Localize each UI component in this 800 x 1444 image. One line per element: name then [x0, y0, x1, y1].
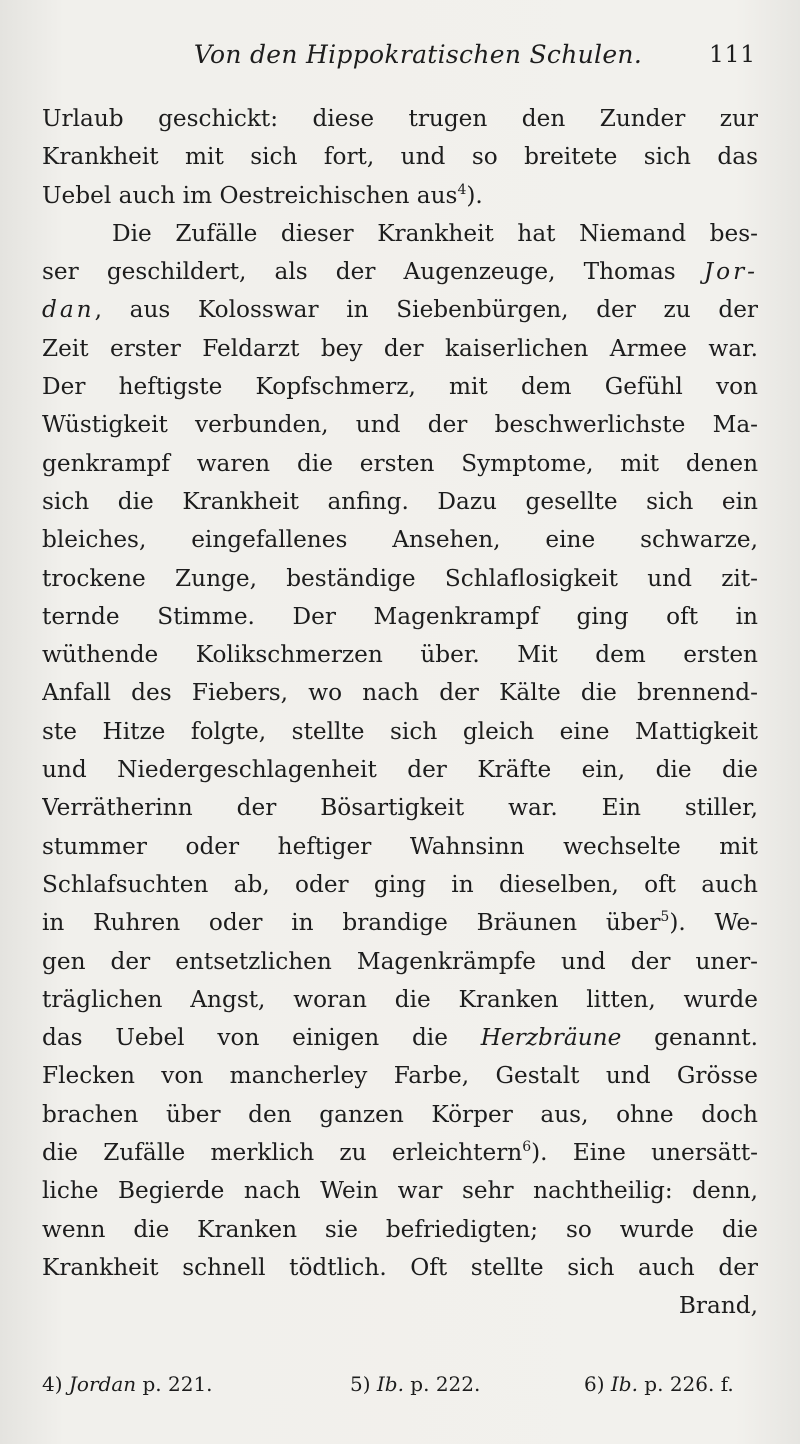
running-title: Von den Hippokratischen Schulen.: [193, 40, 643, 69]
text-line: Der heftigste Kopfschmerz, mit dem Gefühl von: [42, 373, 758, 401]
body-text: [42, 100, 758, 1326]
text-line: Die Zufälle dieser Krankheit hat Niemand bes-: [112, 219, 758, 247]
text-line: und Niedergeschlagenheit der Kräfte ein, die die: [42, 756, 758, 784]
text-line: Urlaub geschickt: diese trugen den Zunder zur: [42, 105, 758, 132]
text-line: brachen über den ganzen Körper aus, ohne doch: [42, 1100, 758, 1128]
text-line: sich die Krankheit anfing. Dazu gesellte sich ein: [42, 487, 758, 515]
text-line: das Uebel von einigen die Herzbräune genannt.: [42, 1024, 758, 1052]
text-line: träglichen Angst, woran die Kranken litten, wurde: [42, 985, 758, 1013]
footnote-6: 6) Ib. p. 226. f.: [584, 1372, 734, 1396]
text-line: dan, aus Kolosswar in Siebenbürgen, der zu der: [42, 296, 758, 324]
text-line: Wüstigkeit verbunden, und der beschwerlichste Ma-: [42, 411, 758, 439]
text-line: Zeit erster Feldarzt bey der kaiserlichen Armee war.: [42, 334, 758, 362]
page-header: [40, 40, 756, 80]
footnote-4: 4) Jordan p. 221.: [42, 1372, 213, 1396]
text-line: trockene Zunge, beständige Schlaflosigkeit und zit-: [42, 564, 758, 592]
text-line: ser geschildert, als der Augenzeuge, Thomas Jor-: [42, 258, 758, 286]
footnote-5: 5) Ib. p. 222.: [350, 1372, 481, 1396]
text-line: wenn die Kranken sie befriedigten; so wurde die: [42, 1215, 758, 1243]
text-line: liche Begierde nach Wein war sehr nachtheilig: denn,: [42, 1177, 758, 1205]
text-line: Brand,: [678, 1292, 758, 1320]
text-line: gen der entsetzlichen Magenkrämpfe und der uner-: [42, 947, 758, 975]
text-line: Anfall des Fiebers, wo nach der Kälte die brennend-: [42, 679, 758, 707]
text-line: genkrampf waren die ersten Symptome, mit denen: [42, 449, 758, 477]
text-line: Uebel auch im Oestreichischen aus$^4$).: [42, 181, 483, 209]
page-number: 111: [709, 42, 756, 68]
text-line: ste Hitze folgte, stellte sich gleich eine Mattigkeit: [42, 717, 758, 745]
text-line: ternde Stimme. Der Magenkrampf ging oft in: [42, 602, 758, 630]
text-line: Schlafsuchten ab, oder ging in dieselben, oft auch: [42, 870, 758, 898]
text-line: stummer oder heftiger Wahnsinn wechselte mit: [42, 832, 758, 860]
text-line: die Zufälle merklich zu erleichtern$^6$). Eine unersätt-: [42, 1139, 758, 1167]
text-line: wüthende Kolikschmerzen über. Mit dem ersten: [42, 641, 758, 669]
text-line: bleiches, eingefallenes Ansehen, eine schwarze,: [42, 526, 758, 554]
text-line: Flecken von mancherley Farbe, Gestalt und Grösse: [42, 1062, 758, 1090]
text-line: in Ruhren oder in brandige Bräunen über$^5$). We-: [42, 909, 758, 937]
text-line: Verrätherinn der Bösartigkeit war. Ein stiller,: [42, 794, 758, 822]
text-line: Krankheit schnell tödtlich. Oft stellte sich auch der: [42, 1253, 758, 1281]
footnotes: [42, 1372, 756, 1408]
text-line: Krankheit mit sich fort, und so breitete sich das: [42, 143, 758, 171]
